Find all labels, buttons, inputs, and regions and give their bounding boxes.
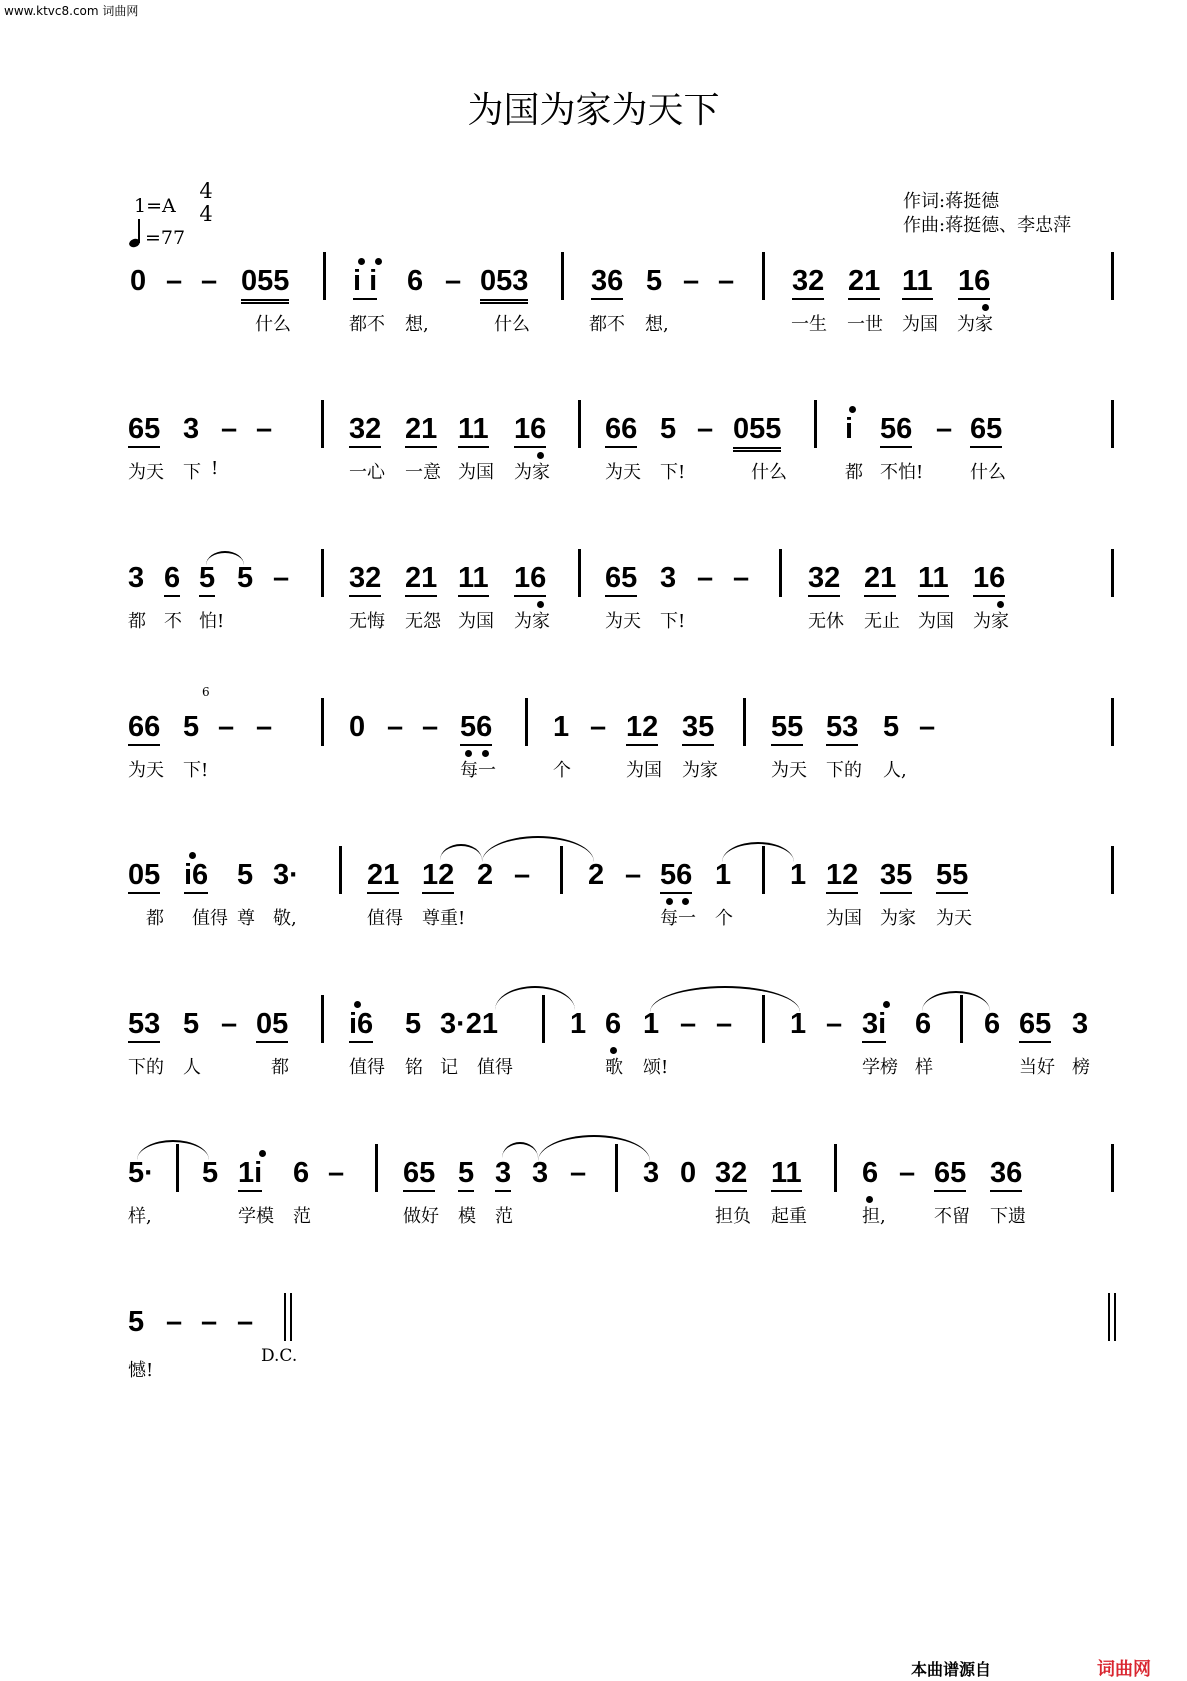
lyric: !	[211, 458, 219, 479]
note: 3i	[862, 1007, 886, 1043]
lyric: 学模	[238, 1206, 274, 1227]
lyric: 什么	[255, 314, 291, 335]
lyric: 值得	[367, 908, 403, 929]
note: –	[328, 1157, 345, 1189]
lyric: 铭	[405, 1057, 423, 1078]
time-signature	[196, 180, 216, 226]
lyric: 为家	[957, 314, 993, 335]
barline	[525, 698, 528, 746]
score-row-7	[0, 1136, 1187, 1266]
note: 1	[570, 1008, 587, 1040]
note: 3	[660, 562, 677, 594]
note: 55	[936, 858, 968, 894]
score-row-3	[0, 541, 1187, 671]
note: –	[716, 1008, 733, 1040]
tie	[495, 986, 575, 1010]
tie	[922, 991, 990, 1011]
lyric: 担,	[862, 1206, 886, 1227]
lyric: 尊	[237, 908, 255, 929]
note: 0	[680, 1157, 697, 1189]
note: –	[218, 711, 235, 743]
lyric: 为家	[514, 611, 550, 632]
note: –	[936, 413, 953, 445]
lyric: 都	[845, 462, 863, 483]
lyric: 无怨	[405, 611, 441, 632]
lyric: 下!	[660, 462, 686, 483]
note: 32	[808, 561, 840, 597]
barline	[561, 252, 564, 300]
note: 055	[733, 412, 781, 452]
note: 5	[405, 1008, 422, 1040]
lyric: 为天	[128, 462, 164, 483]
lyric: 起重	[771, 1206, 807, 1227]
lyric: 一世	[847, 314, 883, 335]
lyric: 一心	[349, 462, 385, 483]
note: 55	[771, 710, 803, 746]
lyric: 为家	[973, 611, 1009, 632]
lyric: 为国	[826, 908, 862, 929]
note: 3	[1072, 1008, 1089, 1040]
score-row-5	[0, 838, 1187, 968]
lyric: 为天	[605, 462, 641, 483]
lyric: 担负	[715, 1206, 751, 1227]
note: i i	[353, 264, 377, 300]
note: 21	[405, 561, 437, 597]
note: 1	[790, 859, 807, 891]
high-dot	[375, 258, 382, 265]
barline	[834, 1144, 837, 1192]
note: 5·	[128, 1157, 154, 1189]
note: 5	[128, 1306, 145, 1338]
note: 16	[973, 561, 1005, 597]
barline	[779, 549, 782, 597]
lyric: 都	[271, 1057, 289, 1078]
note: –	[422, 711, 439, 743]
note: i6	[184, 858, 208, 894]
note: 2	[588, 859, 605, 891]
lyric: 下遗	[990, 1206, 1026, 1227]
note: 32	[349, 412, 381, 448]
note: 05	[128, 858, 160, 894]
lyric: 都	[128, 611, 146, 632]
lyric: 样,	[128, 1206, 152, 1227]
lyric: 模	[458, 1206, 476, 1227]
lyric: 都不	[349, 314, 385, 335]
note: 16	[958, 264, 990, 300]
barline	[762, 995, 765, 1043]
note: 21	[848, 264, 880, 300]
barline	[578, 400, 581, 448]
lyric: 下	[183, 462, 201, 483]
note: 36	[591, 264, 623, 300]
note: 5	[237, 562, 254, 594]
note: i6	[349, 1007, 373, 1043]
notes-line	[0, 838, 1187, 908]
note: 53	[826, 710, 858, 746]
note: –	[221, 1008, 238, 1040]
lyric: 为家	[514, 462, 550, 483]
key-signature: 1=A	[134, 195, 176, 217]
note: –	[919, 711, 936, 743]
note: 6	[984, 1008, 1001, 1040]
lyric: 做好	[403, 1206, 439, 1227]
lyric: 敬,	[273, 908, 297, 929]
note: –	[697, 562, 714, 594]
lyric: 范	[293, 1206, 311, 1227]
note: –	[570, 1157, 587, 1189]
note: 1	[790, 1008, 807, 1040]
barline	[1111, 698, 1114, 746]
note: –	[256, 711, 273, 743]
note: –	[697, 413, 714, 445]
lyric: 不	[164, 611, 182, 632]
lyric: 什么	[751, 462, 787, 483]
lyric: 什么	[494, 314, 530, 335]
note: i	[845, 413, 854, 445]
note: 12	[626, 710, 658, 746]
lyric: 为国	[918, 611, 954, 632]
note: –	[826, 1008, 843, 1040]
barline	[321, 995, 324, 1043]
note: 56	[660, 858, 692, 894]
notes-line	[0, 1136, 1187, 1206]
note: 65	[128, 412, 160, 448]
lyric: 想,	[405, 314, 429, 335]
barline	[176, 1144, 179, 1192]
note: 3	[183, 413, 200, 445]
note: 21	[367, 858, 399, 894]
note: 6	[293, 1157, 310, 1189]
tie	[137, 1140, 209, 1160]
lyric: 个	[715, 908, 733, 929]
note: 11	[458, 412, 489, 448]
high-dot	[259, 1150, 266, 1157]
high-dot	[883, 1001, 890, 1008]
lyric: 下的	[128, 1057, 164, 1078]
note: 0	[130, 265, 147, 297]
note: 6	[605, 1008, 622, 1040]
lyric: 人,	[883, 760, 907, 781]
note: 56	[880, 412, 912, 448]
note: 5	[199, 561, 215, 597]
note: –	[683, 265, 700, 297]
grace-note: 6	[202, 685, 210, 699]
lyric: 每一	[460, 760, 496, 781]
note: 6	[915, 1008, 932, 1040]
note: –	[201, 1306, 218, 1338]
barline	[542, 995, 545, 1043]
note: 65	[970, 412, 1002, 448]
note: 65	[403, 1156, 435, 1192]
note: 65	[1019, 1007, 1051, 1043]
notes-line	[0, 685, 1187, 760]
barline	[762, 252, 765, 300]
note: –	[625, 859, 642, 891]
lyric: 憾!	[128, 1360, 154, 1381]
note: 11	[902, 264, 933, 300]
lyric: 无止	[864, 611, 900, 632]
lyricist: 作词:蒋挺德	[903, 191, 1000, 212]
lyric: 样	[915, 1057, 933, 1078]
barline	[321, 400, 324, 448]
score-row-2	[0, 392, 1187, 522]
note: 32	[715, 1156, 747, 1192]
note: –	[166, 1306, 183, 1338]
barline	[323, 252, 326, 300]
note: –	[680, 1008, 697, 1040]
note: 53	[128, 1007, 160, 1043]
note: 1	[553, 711, 570, 743]
barline	[615, 1144, 618, 1192]
lyric: 无休	[808, 611, 844, 632]
notes-line	[0, 1285, 1187, 1355]
lyric: 下!	[660, 611, 686, 632]
note: 6	[862, 1157, 879, 1189]
note: 2	[477, 859, 494, 891]
lyric: 为家	[880, 908, 916, 929]
lyric: 人	[183, 1057, 201, 1078]
note: 32	[349, 561, 381, 597]
note: 32	[792, 264, 824, 300]
note: 6	[164, 561, 180, 597]
lyric: 值得	[477, 1057, 513, 1078]
barline	[1111, 846, 1114, 894]
note: 11	[918, 561, 949, 597]
score-row-1	[0, 244, 1187, 374]
notes-line	[0, 244, 1187, 314]
lyric: 想,	[645, 314, 669, 335]
lyric: 不怕!	[880, 462, 924, 483]
high-dot	[358, 258, 365, 265]
note: 12	[826, 858, 858, 894]
lyric: 值得	[349, 1057, 385, 1078]
double-barline	[284, 1293, 292, 1341]
note: 1	[643, 1008, 660, 1040]
time-signature-bottom: 4	[199, 202, 213, 226]
tie	[482, 836, 594, 862]
lyric: 都	[146, 908, 164, 929]
note: 21	[405, 412, 437, 448]
note: 3	[128, 562, 145, 594]
score-row-6	[0, 987, 1187, 1117]
lyric: 范	[495, 1206, 513, 1227]
barline	[814, 400, 817, 448]
note: 5	[237, 859, 254, 891]
note: 6	[407, 265, 424, 297]
note: –	[733, 562, 750, 594]
note: 66	[128, 710, 160, 746]
note: 21	[864, 561, 896, 597]
composer: 作曲:蒋挺德、李忠萍	[903, 215, 1072, 236]
barline	[743, 698, 746, 746]
note: 16	[514, 561, 546, 597]
note: 65	[934, 1156, 966, 1192]
lyric: 都不	[589, 314, 625, 335]
footer-logo: 词曲网	[1097, 1659, 1151, 1680]
barline	[762, 846, 765, 894]
barline	[1111, 1144, 1114, 1192]
score-row-4	[0, 685, 1187, 820]
lyric: 学榜	[862, 1057, 898, 1078]
lyric: 为天	[771, 760, 807, 781]
barline	[321, 549, 324, 597]
lyric: 为天	[936, 908, 972, 929]
credits	[903, 190, 1071, 238]
lyric: 为家	[682, 760, 718, 781]
note: –	[256, 413, 273, 445]
note: 3	[643, 1157, 660, 1189]
note: –	[237, 1306, 254, 1338]
lyric: 榜	[1072, 1057, 1090, 1078]
note: 5	[458, 1156, 474, 1192]
note: 12	[422, 858, 454, 894]
note: 5	[883, 711, 900, 743]
barline	[1111, 549, 1114, 597]
lyric: 一生	[791, 314, 827, 335]
notes-line	[0, 987, 1187, 1057]
note: –	[387, 711, 404, 743]
note: –	[718, 265, 735, 297]
lyric: 不留	[934, 1206, 970, 1227]
score-row-8	[0, 1285, 1187, 1415]
lyric: 值得	[192, 908, 228, 929]
lyric: 为国	[902, 314, 938, 335]
lyric: 尊重!	[422, 908, 466, 929]
time-signature-top: 4	[199, 179, 213, 203]
note: 35	[682, 710, 714, 746]
lyric: 歌	[605, 1057, 623, 1078]
barline	[578, 549, 581, 597]
lyric: 下!	[183, 760, 209, 781]
note: 56	[460, 710, 492, 746]
lyric: 每一	[660, 908, 696, 929]
barline	[1111, 400, 1114, 448]
song-title: 为国为家为天下	[467, 90, 720, 131]
top-watermark: www.ktvc8.com 词曲网	[4, 4, 139, 18]
da-capo-marking: D.C.	[261, 1346, 298, 1366]
note: 3	[495, 1156, 511, 1192]
note: 5	[660, 413, 677, 445]
tie	[722, 842, 794, 862]
note: 35	[880, 858, 912, 894]
note: 66	[605, 412, 637, 448]
note: –	[445, 265, 462, 297]
note: –	[201, 265, 218, 297]
lyric: 什么	[970, 462, 1006, 483]
tie	[440, 844, 482, 860]
barline	[960, 995, 963, 1043]
note: 3	[532, 1157, 549, 1189]
note: –	[273, 562, 290, 594]
lyric: 无悔	[349, 611, 385, 632]
lyric: 为国	[458, 462, 494, 483]
lyric: 颂!	[643, 1057, 669, 1078]
note: 5	[183, 711, 200, 743]
note: 5	[183, 1008, 200, 1040]
note: –	[590, 711, 607, 743]
lyric: 记	[440, 1057, 458, 1078]
tie	[538, 1135, 650, 1161]
final-double-barline	[1108, 1293, 1116, 1341]
high-dot	[354, 1001, 361, 1008]
barline	[1111, 252, 1114, 300]
note: 053	[480, 264, 528, 304]
note: –	[899, 1157, 916, 1189]
lyric: 为天	[605, 611, 641, 632]
high-dot	[849, 406, 856, 413]
note: 0	[349, 711, 366, 743]
lyric: 为国	[458, 611, 494, 632]
notes-line	[0, 392, 1187, 462]
note: 055	[241, 264, 289, 304]
lyric: 为国	[626, 760, 662, 781]
note: –	[514, 859, 531, 891]
note: 11	[771, 1156, 802, 1192]
lyric: 怕!	[199, 611, 225, 632]
notes-line	[0, 541, 1187, 611]
note: –	[166, 265, 183, 297]
note: 3·	[273, 859, 299, 891]
note: 5	[202, 1157, 219, 1189]
lyric: 下的	[826, 760, 862, 781]
lyric: 当好	[1019, 1057, 1055, 1078]
lyric: 为天	[128, 760, 164, 781]
tempo-value: =77	[145, 227, 186, 249]
barline	[560, 846, 563, 894]
note: 16	[514, 412, 546, 448]
barline	[375, 1144, 378, 1192]
footer-source-text: 本曲谱源自	[910, 1660, 991, 1679]
barline	[339, 846, 342, 894]
note: –	[221, 413, 238, 445]
note: 3·21	[440, 1008, 499, 1040]
lyric: 一意	[405, 462, 441, 483]
lyric: 个	[553, 760, 571, 781]
note: 05	[256, 1007, 288, 1043]
barline	[321, 698, 324, 746]
high-dot	[189, 852, 196, 859]
note: 36	[990, 1156, 1022, 1192]
note: 11	[458, 561, 489, 597]
note: 5	[646, 265, 663, 297]
note: 1i	[238, 1156, 262, 1192]
note: 1	[715, 859, 732, 891]
note: 65	[605, 561, 637, 597]
